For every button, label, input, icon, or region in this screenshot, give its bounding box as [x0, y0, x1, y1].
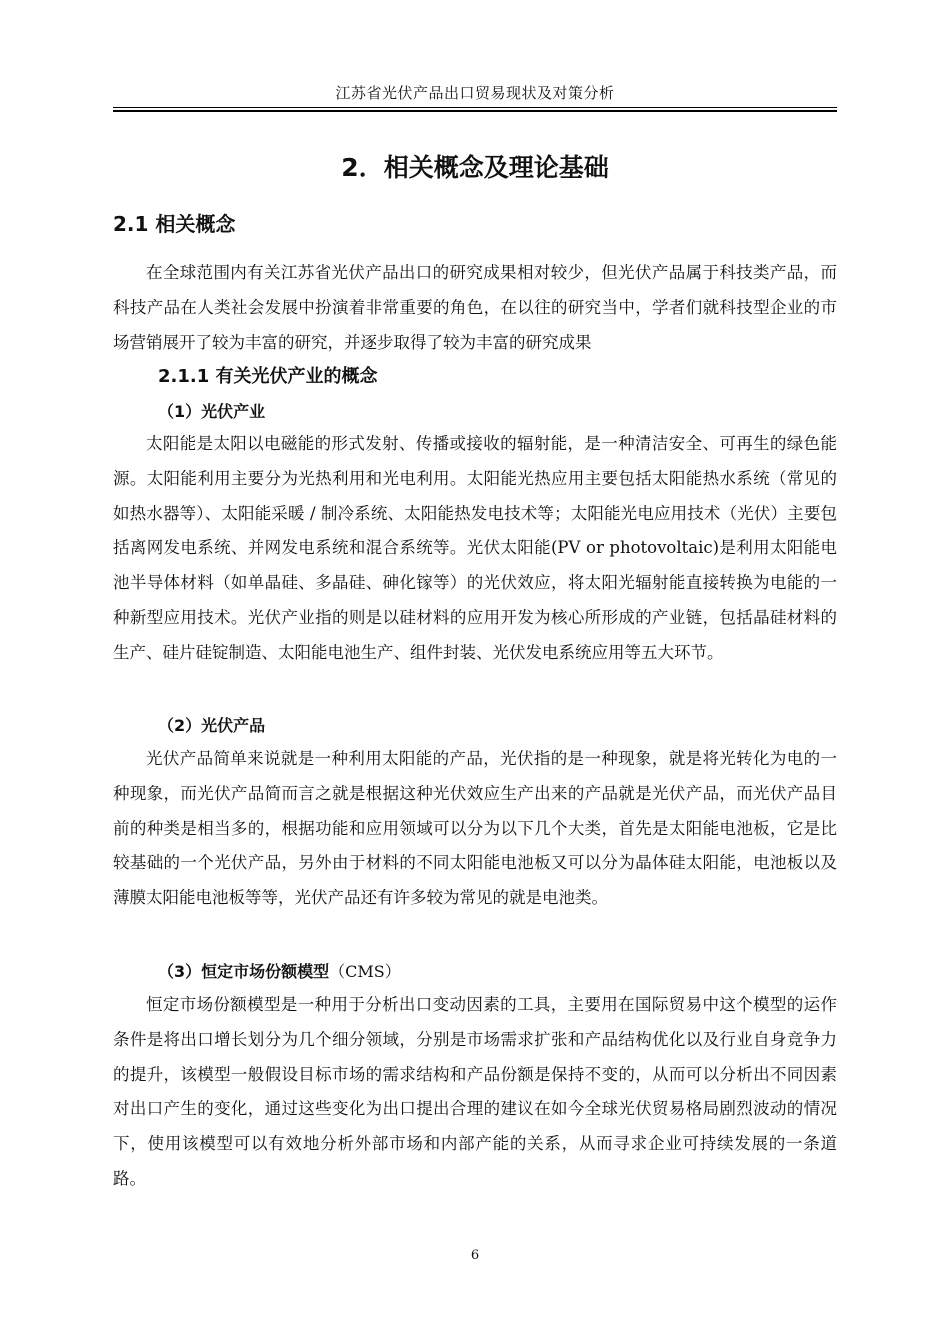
paragraph-cms-model: 恒定市场份额模型是一种用于分析出口变动因素的工具，主要用在国际贸易中这个模型的运作条件是将出口增长划分为几个细分领域，分别是市场需求扩张和产品结构优化以及行业自身竞争力的提升，该模型一般假设目标市场的需求结构和产品份额是保持不变的，从而可以分析出不同因素对出口产生的变化，通过这些变化为出口提出合理的建议在如今全球光伏贸易格局剧烈波动的情况下，使用该模型可以有效地分析外部市场和内部产能的关系，从而寻求企业可持续发展的一条道路。: [113, 995, 837, 1188]
item-heading-cms-suffix: （CMS）: [329, 962, 401, 981]
header-rule-thick: [113, 110, 837, 112]
paragraph-pv-products: 光伏产品简单来说就是一种利用太阳能的产品，光伏指的是一种现象，就是将光转化为电的一种现象，而光伏产品简而言之就是根据这种光伏效应生产出来的产品就是光伏产品，而光伏产品目前的种类是相当多的，根据功能和应用领域可以分为以下几个大类，首先是太阳能电池板，它是比较基础的一个光伏产品，另外由于材料的不同太阳能电池板又可以分为晶体硅太阳能，电池板以及薄膜太阳能电池板等等，光伏产品还有许多较为常见的就是电池类。: [113, 749, 837, 908]
item-heading-pv-products: （2）光伏产品: [158, 716, 266, 735]
subsection-heading: 2.1.1 有关光伏产业的概念: [158, 366, 378, 387]
page-number: 6: [470, 1248, 480, 1263]
item-heading-pv-industry: （1）光伏产业: [158, 402, 266, 421]
item-heading-cms-model: [158, 959, 401, 982]
item-heading-cms-label: （3）恒定市场份额模型: [158, 962, 330, 981]
section-intro-paragraph: 在全球范围内有关江苏省光伏产品出口的研究成果相对较少，但光伏产品属于科技类产品，而科技产品在人类社会发展中扮演着非常重要的角色，在以往的研究当中，学者们就科技型企业的市场营销展开了较为丰富的研究，并逐步取得了较为丰富的研究成果: [113, 263, 837, 352]
chapter-title: 2．相关概念及理论基础: [341, 153, 609, 182]
paragraph-pv-industry: 太阳能是太阳以电磁能的形式发射、传播或接收的辐射能，是一种清洁安全、可再生的绿色能源。太阳能利用主要分为光热利用和光电利用。太阳能光热应用主要包括太阳能热水系统（常见的如热水器等）、太阳能采暖 / 制冷系统、太阳能热发电技术等；太阳能光电应用技术（光伏）主要包括离网发电系统、并网发电系统和混合系统等。光伏太阳能(PV or photovoltaic)是利用太阳能电池半导体材料（如单晶硅、多晶硅、砷化镓等）的光伏效应，将太阳光辐射能直接转换为电能的一种新型应用技术。光伏产业指的则是以硅材料的应用开发为核心所形成的产业链，包括晶硅材料的生产、硅片硅锭制造、太阳能电池生产、组件封装、光伏发电系统应用等五大环节。: [113, 434, 837, 662]
section-heading: 2.1 相关概念: [113, 212, 236, 236]
running-header: 江苏省光伏产品出口贸易现状及对策分析: [335, 84, 615, 102]
header-rule-thin: [113, 107, 837, 108]
